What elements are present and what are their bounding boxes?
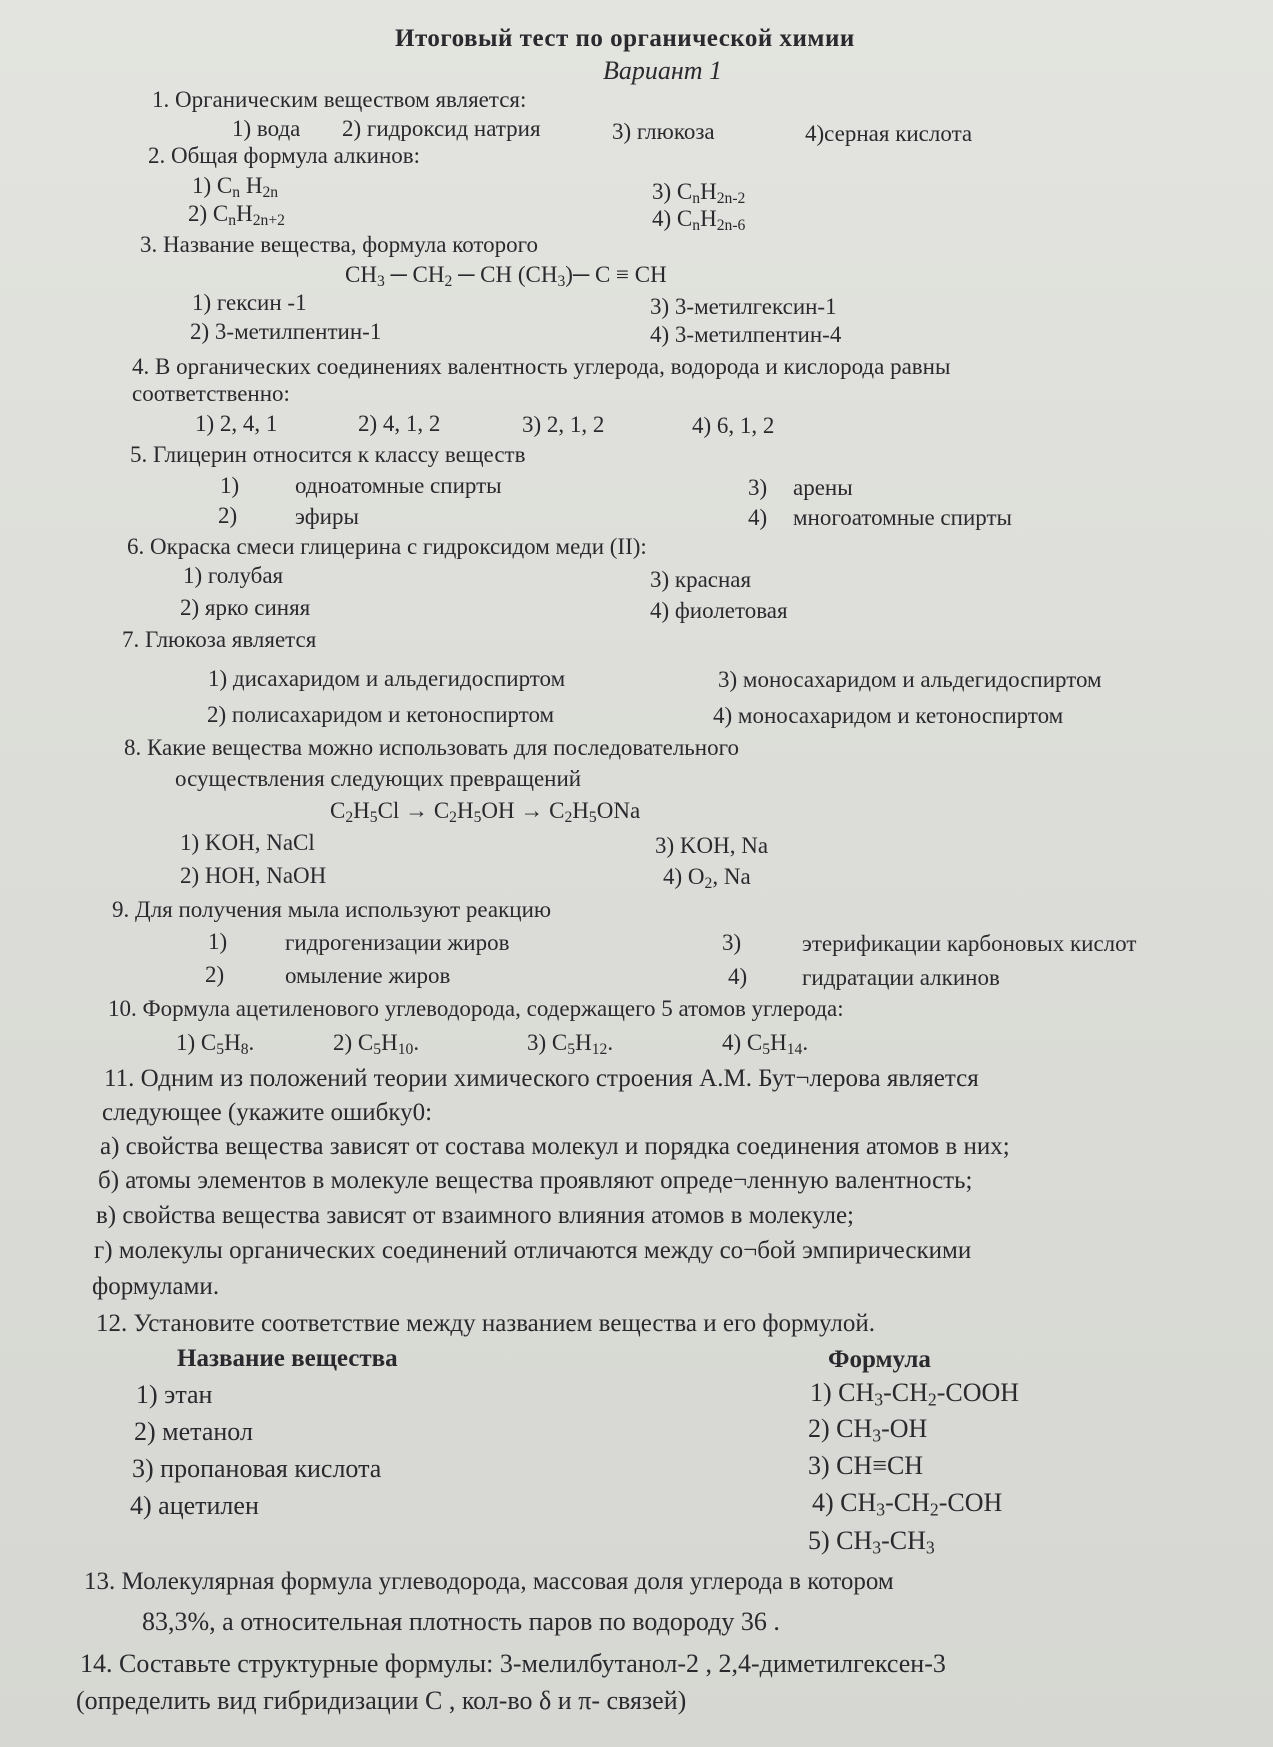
q9-answer-3: этерификации карбоновых кислот [802, 931, 1137, 956]
q4-answer-1: 1) 2, 4, 1 [195, 411, 278, 436]
q8-answer-3: 3) KOH, Na [655, 833, 769, 858]
q3-answer-3: 3) 3-метилгексин-1 [650, 294, 837, 319]
q12-formula-3: 3) CH≡CH [808, 1451, 924, 1480]
question-6: 6. Окраска смеси глицерина с гидроксидом меди (II): [127, 534, 647, 559]
q5-number-2: 2) [218, 503, 238, 528]
q7-answer-1: 1) дисахаридом и альдегидоспиртом [208, 666, 566, 691]
q2-answer-3: 3) $C_nH_{2n-2}$ [652, 179, 746, 207]
q9-number-3: 3) [722, 930, 742, 955]
q3-formula: $CH_3$ ─ $CH_2$ ─ CH $(CH_3)─$ C ≡ CH [345, 262, 667, 290]
q12-name-1: 1) этан [136, 1380, 213, 1409]
q11-statement-v: в) свойства вещества зависят от взаимного влияния атомов в молекуле; [96, 1202, 855, 1229]
q9-number-4: 4) [728, 964, 748, 989]
q2-answer-2: 2) $C_nH_{2n+2}$ [188, 201, 285, 229]
q12-formula-4: 4) $CH_3-CH_2$-COH [812, 1488, 1003, 1520]
q3-answer-2: 2) 3-метилпентин-1 [190, 319, 382, 344]
q9-answer-4: гидратации алкинов [802, 965, 1000, 990]
variant-label: Вариант 1 [603, 56, 723, 85]
q12-formula-1: 1) $CH_3-CH_2$-COOH [810, 1378, 1020, 1410]
q6-answer-1: 1) голубая [183, 563, 284, 588]
q7-answer-4: 4) моносахаридом и кетоноспиртом [713, 703, 1064, 728]
q10-answer-4: 4) $C_5H_{14}$. [722, 1030, 809, 1058]
q12-name-2: 2) метанол [134, 1417, 253, 1446]
q2-answer-4: 4) $C_nH_{2n-6}$ [652, 206, 746, 234]
question-8-cont: осуществления следующих превращений [175, 766, 582, 791]
question-9: 9. Для получения мыла используют реакцию [112, 897, 552, 922]
q6-answer-2: 2) ярко синяя [180, 595, 311, 620]
question-11: 11. Одним из положений теории химического строения А.М. Бут¬лерова является [104, 1065, 979, 1092]
q6-answer-4: 4) фиолетовая [650, 598, 788, 623]
q2-answer-1: 1) $C_n$ $H_{2n}$ [192, 173, 279, 201]
question-3: 3. Название вещества, формула которого [140, 232, 539, 257]
q3-answer-4: 4) 3-метилпентин-4 [650, 322, 842, 347]
question-10: 10. Формула ацетиленового углеводорода, содержащего 5 атомов углерода: [108, 996, 844, 1021]
q11-statement-b: б) атомы элементов в молекуле вещества проявляют опреде¬ленную валентность; [98, 1167, 973, 1194]
question-5: 5. Глицерин относится к классу веществ [130, 442, 526, 467]
question-4-cont: соответственно: [132, 381, 290, 406]
q8-answer-1: 1) KOH, NaCl [180, 830, 315, 855]
q9-number-1: 1) [208, 929, 228, 954]
question-1: 1. Органическим веществом является: [152, 87, 527, 112]
q8-answer-4: 4) $O_2$, Na [663, 864, 751, 892]
question-13-cont: 83,3%, а относительная плотность паров по водороду 36 . [142, 1607, 780, 1636]
q5-number-4: 4) [748, 505, 768, 530]
question-11-cont: следующее (укажите ошибку0: [102, 1099, 433, 1126]
q11-statement-g-cont: формулами. [92, 1273, 220, 1300]
page-title: Итоговый тест по органической химии [395, 25, 855, 52]
q12-name-4: 4) ацетилен [130, 1491, 259, 1520]
question-12: 12. Установите соответствие между названием вещества и его формулой. [96, 1310, 876, 1337]
question-2: 2. Общая формула алкинов: [148, 143, 421, 168]
q7-answer-2: 2) полисахаридом и кетоноспиртом [207, 702, 555, 727]
q1-answer-1: 1) вода [232, 116, 301, 141]
q11-statement-g: г) молекулы органических соединений отличаются между со¬бой эмпирическими [94, 1237, 972, 1264]
question-8: 8. Какие вещества можно использовать для последовательного [124, 735, 739, 760]
q5-answer-3: арены [793, 475, 853, 500]
q4-answer-4: 4) 6, 1, 2 [692, 413, 775, 438]
q1-answer-3: 3) глюкоза [612, 119, 715, 144]
question-14-cont: (определить вид гибридизации С , кол-во δ и π- связей) [76, 1686, 687, 1715]
q4-answer-2: 2) 4, 1, 2 [358, 411, 441, 436]
q7-answer-3: 3) моносахаридом и альдегидоспиртом [718, 667, 1102, 692]
q6-answer-3: 3) красная [650, 567, 752, 592]
q12-column-formula: Формула [828, 1346, 931, 1373]
question-13: 13. Молекулярная формула углеводорода, массовая доля углерода в котором [84, 1568, 894, 1595]
q10-answer-2: 2) $C_5H_{10}$. [333, 1030, 420, 1058]
q12-name-3: 3) пропановая кислота [132, 1454, 382, 1483]
q12-formula-5: 5) $CH_3-CH_3$ [808, 1526, 935, 1558]
q5-number-1: 1) [220, 473, 240, 498]
q10-answer-3: 3) $C_5H_{12}$. [527, 1030, 614, 1058]
question-4: 4. В органических соединениях валентность углерода, водорода и кислорода равны [132, 354, 951, 379]
question-14: 14. Составьте структурные формулы: 3-мелилбутанол-2 , 2,4-диметилгексен-3 [80, 1649, 946, 1678]
q1-answer-4: 4)серная кислота [805, 121, 973, 146]
q8-answer-2: 2) HOH, NaOH [180, 863, 327, 888]
q9-answer-1: гидрогенизации жиров [285, 930, 510, 955]
q9-answer-2: омыление жиров [285, 963, 451, 988]
q4-answer-3: 3) 2, 1, 2 [522, 412, 605, 437]
q1-answer-2: 2) гидроксид натрия [342, 116, 541, 141]
question-7: 7. Глюкоза является [122, 627, 317, 652]
q12-column-name: Название вещества [177, 1345, 398, 1372]
q5-number-3: 3) [748, 475, 768, 500]
q5-answer-4: многоатомные спирты [793, 505, 1012, 530]
q10-answer-1: 1) $C_5H_8$. [176, 1030, 255, 1058]
q12-formula-2: 2) $CH_3-OH$ [808, 1414, 928, 1446]
q8-formula: $C_2H_5Cl \to C_2H_5OH \to C_2H_5ONa$ [330, 798, 641, 826]
q9-number-2: 2) [205, 962, 225, 987]
q11-statement-a: а) свойства вещества зависят от состава молекул и порядка соединения атомов в них; [100, 1133, 1010, 1160]
q5-answer-2: эфиры [295, 504, 359, 529]
q5-answer-1: одноатомные спирты [295, 473, 502, 498]
q3-answer-1: 1) гексин -1 [192, 290, 307, 315]
